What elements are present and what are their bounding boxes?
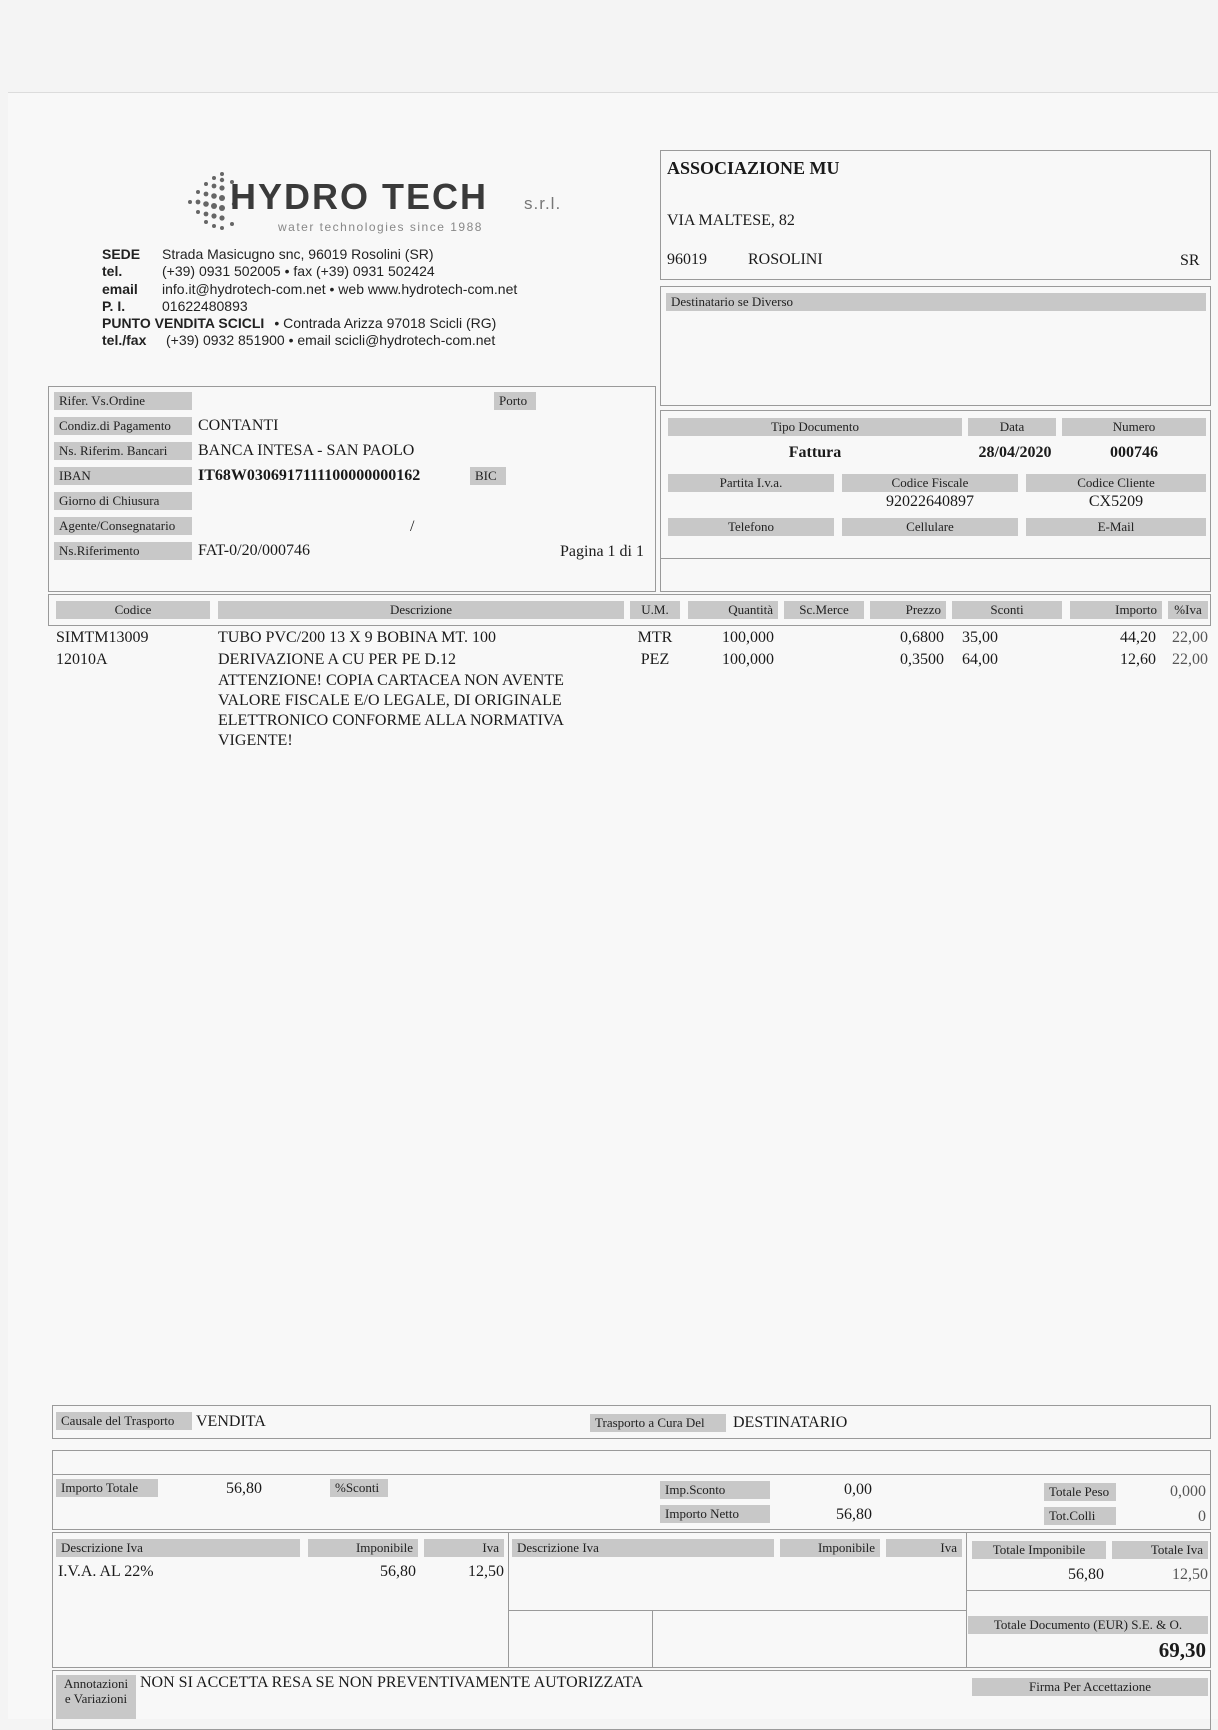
telefono-label: Telefono: [668, 518, 834, 536]
row-codice: SIMTM13009: [56, 629, 149, 646]
tipo-doc-value: Fattura: [788, 444, 842, 461]
tot-iva-value: 12,50: [1172, 1566, 1208, 1583]
vat-desc-label: Descrizione Iva: [56, 1539, 300, 1557]
bic-label: BIC: [470, 467, 506, 485]
cura-value: DESTINATARIO: [733, 1414, 848, 1431]
company-tel: tel. (+39) 0931 502005 • fax (+39) 0931 502424: [102, 263, 435, 279]
iban-value: IT68W0306917111100000000162: [198, 467, 421, 484]
data-label: Data: [968, 418, 1056, 436]
email-label: E-Mail: [1026, 518, 1206, 536]
cf-value: 92022640897: [886, 493, 974, 510]
page-number: Pagina 1 di 1: [560, 543, 644, 560]
agente-label: Agente/Consegnatario: [54, 517, 192, 535]
porto-label: Porto: [494, 392, 536, 410]
company-logo: [182, 168, 582, 238]
row-importo: 44,20: [1120, 629, 1156, 646]
alt-recipient-label: Destinatario se Diverso: [666, 293, 1206, 311]
tipo-doc-label: Tipo Documento: [668, 418, 962, 436]
row-iva: 22,00: [1172, 651, 1208, 668]
tot-doc-label: Totale Documento (EUR) S.E. & O.: [968, 1616, 1208, 1634]
agente-value: /: [410, 518, 415, 535]
vat-desc-value: I.V.A. AL 22%: [58, 1563, 154, 1580]
importo-netto-label: Importo Netto: [660, 1505, 770, 1523]
totale-peso-value: 0,000: [1170, 1483, 1206, 1500]
vat-iva-label: Iva: [424, 1539, 504, 1557]
col-iva: %Iva: [1168, 601, 1208, 619]
annotazioni-value: NON SI ACCETTA RESA SE NON PREVENTIVAMENTE AUTORIZZATA: [140, 1674, 644, 1691]
recipient-province: SR: [1180, 252, 1200, 269]
logo-name: HYDRO TECH: [230, 176, 489, 217]
row-descrizione: TUBO PVC/200 13 X 9 BOBINA MT. 100: [218, 629, 496, 646]
vat-imponibile-label: Imponibile: [308, 1539, 418, 1557]
tot-colli-value: 0: [1198, 1508, 1206, 1525]
nsrif-label: Ns.Riferimento: [54, 542, 192, 560]
cliente-label: Codice Cliente: [1026, 474, 1206, 492]
banca-label: Ns. Riferim. Bancari: [54, 442, 192, 460]
nsrif-value: FAT-0/20/000746: [198, 542, 311, 559]
col-codice: Codice: [56, 601, 210, 619]
row-um: MTR: [637, 629, 673, 646]
tot-imponibile-value: 56,80: [1068, 1566, 1104, 1583]
tot-imponibile-label: Totale Imponibile: [972, 1541, 1106, 1559]
recipient-street: VIA MALTESE, 82: [667, 212, 795, 229]
col-sconti: Sconti: [952, 601, 1062, 619]
cura-label: Trasporto a Cura Del: [590, 1414, 726, 1432]
row-codice: 12010A: [56, 651, 108, 668]
row-iva: 22,00: [1172, 629, 1208, 646]
row-quantita: 100,000: [722, 651, 774, 668]
note-line: ATTENZIONE! COPIA CARTACEA NON AVENTE: [218, 672, 564, 689]
col-um: U.M.: [630, 601, 680, 619]
recipient-cap: 96019: [667, 251, 707, 268]
cliente-value: CX5209: [1088, 493, 1144, 510]
firma-label: Firma Per Accettazione: [972, 1678, 1208, 1696]
totale-peso-label: Totale Peso: [1044, 1483, 1116, 1501]
imp-sconto-value: 0,00: [844, 1481, 872, 1498]
numero-label: Numero: [1062, 418, 1206, 436]
col-importo: Importo: [1070, 601, 1162, 619]
company-email: email info.it@hydrotech-com.net • web www.hydrotech-com.net: [102, 281, 518, 297]
vat2-desc-label: Descrizione Iva: [512, 1539, 774, 1557]
row-quantita: 100,000: [722, 629, 774, 646]
col-scmerce: Sc.Merce: [784, 601, 864, 619]
numero-value: 000746: [1110, 444, 1158, 461]
cf-label: Codice Fiscale: [842, 474, 1018, 492]
note-line: VALORE FISCALE E/O LEGALE, DI ORIGINALE: [218, 692, 562, 709]
causale-value: VENDITA: [196, 1413, 266, 1430]
pagamento-value: CONTANTI: [198, 417, 279, 434]
col-prezzo: Prezzo: [870, 601, 946, 619]
row-prezzo: 0,3500: [900, 651, 944, 668]
logo-suffix: s.r.l.: [524, 194, 562, 213]
pagamento-label: Condiz.di Pagamento: [54, 417, 192, 435]
cellulare-label: Cellulare: [842, 518, 1018, 536]
annotazioni-label: Annotazioni e Variazioni: [56, 1675, 136, 1719]
vat-imponibile-value: 56,80: [380, 1563, 416, 1580]
note-line: ELETTRONICO CONFORME ALLA NORMATIVA: [218, 712, 564, 729]
tot-doc-value: 69,30: [1158, 1638, 1206, 1662]
company-piva: P. I. 01622480893: [102, 298, 248, 314]
recipient-city: ROSOLINI: [748, 251, 823, 268]
col-descrizione: Descrizione: [218, 601, 624, 619]
sconti-label: %Sconti: [330, 1479, 388, 1497]
causale-label: Causale del Trasporto: [56, 1412, 192, 1430]
logo-tagline: water technologies since 1988: [278, 220, 483, 234]
row-um: PEZ: [640, 651, 670, 668]
importo-totale-label: Importo Totale: [56, 1479, 158, 1497]
tot-iva-label: Totale Iva: [1112, 1541, 1208, 1559]
tot-colli-label: Tot.Colli: [1044, 1507, 1116, 1525]
row-sconti: 35,00: [962, 629, 998, 646]
importo-totale-value: 56,80: [226, 1480, 262, 1497]
iban-label: IBAN: [54, 467, 192, 485]
company-sede: SEDE Strada Masicugno snc, 96019 Rosolini (SR): [102, 246, 434, 262]
recipient-name: ASSOCIAZIONE MU: [667, 158, 840, 178]
vat2-iva-label: Iva: [886, 1539, 962, 1557]
note-line: VIGENTE!: [218, 732, 293, 749]
row-prezzo: 0,6800: [900, 629, 944, 646]
data-value: 28/04/2020: [978, 444, 1052, 461]
importo-netto-value: 56,80: [836, 1506, 872, 1523]
row-importo: 12,60: [1120, 651, 1156, 668]
vat2-imponibile-label: Imponibile: [780, 1539, 880, 1557]
chiusura-label: Giorno di Chiusura: [54, 492, 192, 510]
row-descrizione: DERIVAZIONE A CU PER PE D.12: [218, 651, 456, 668]
row-sconti: 64,00: [962, 651, 998, 668]
company-punto-vendita: PUNTO VENDITA SCICLI • Contrada Arizza 97018 Scicli (RG): [102, 315, 497, 331]
col-quantita: Quantità: [688, 601, 778, 619]
banca-value: BANCA INTESA - SAN PAOLO: [198, 442, 415, 459]
imp-sconto-label: Imp.Sconto: [660, 1481, 770, 1499]
rifer-label: Rifer. Vs.Ordine: [54, 392, 192, 410]
vat-iva-value: 12,50: [468, 1563, 504, 1580]
piva-label: Partita I.v.a.: [668, 474, 834, 492]
company-telfax: tel./fax (+39) 0932 851900 • email scicli@hydrotech-com.net: [102, 332, 496, 348]
